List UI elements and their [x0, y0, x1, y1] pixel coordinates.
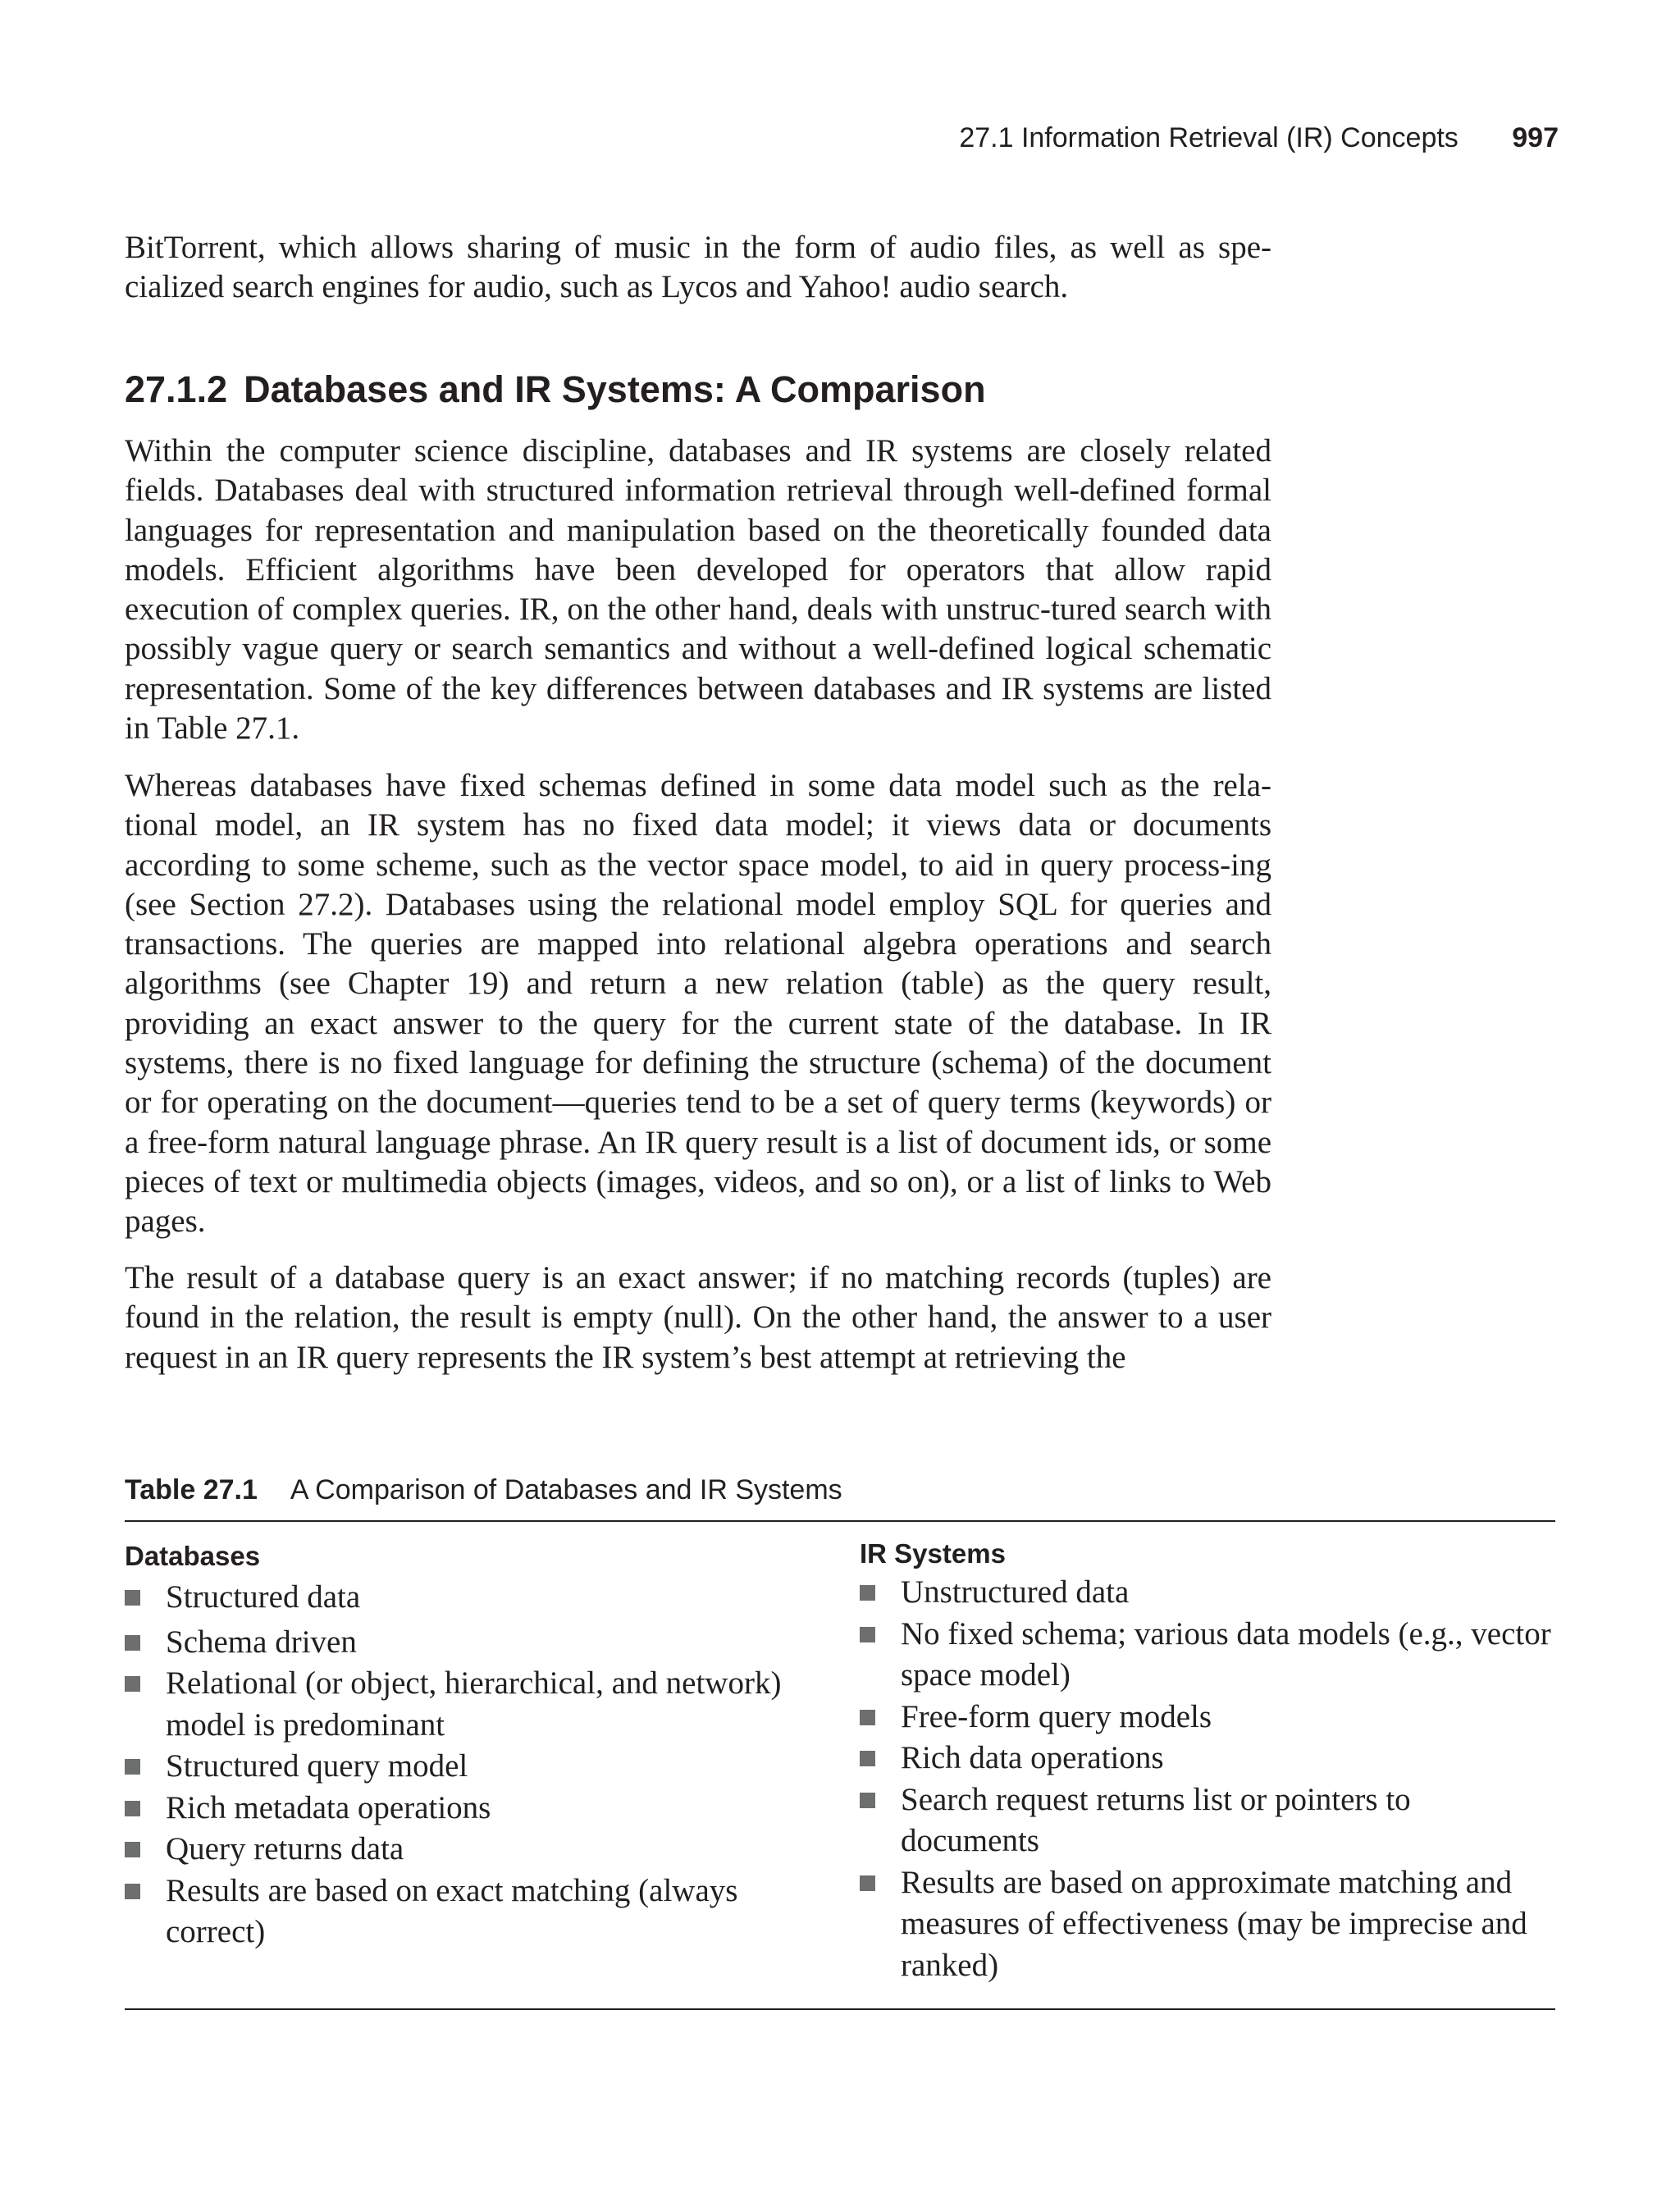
- table-top-rule: [125, 1520, 1555, 1522]
- square-bullet-icon: [860, 1585, 875, 1601]
- square-bullet-icon: [125, 1884, 140, 1899]
- databases-list: [125, 1577, 797, 1953]
- table-bottom-rule: [125, 2008, 1555, 2010]
- list-item-text: Schema driven: [166, 1624, 357, 1660]
- table-column-ir-systems: [860, 1536, 1557, 1986]
- list-item: [125, 1663, 797, 1746]
- list-item-text: Unstructured data: [901, 1574, 1130, 1610]
- table-caption-text: A Comparison of Databases and IR Systems: [290, 1474, 842, 1505]
- running-header-section-title: 27.1 Information Retrieval (IR) Concepts: [959, 122, 1459, 153]
- list-item-text: Rich data operations: [901, 1740, 1164, 1775]
- body-paragraph: Whereas databases have fixed schemas defined in some data model such as the rela-tional model, an IR system has no fixed data model; it views data or documents according to some scheme, such as the vector space model, to aid in query process-ing (see Section 27.2). Databases using the relational model employ SQL for queries and transactions. The queries are mapped into relational algebra operations and search algorithms (see Chapter 19) and return a new relation (table) as the query result, providing an exact answer to the query for the current state of the database. In IR systems, there is no fixed language for defining the structure (schema) of the document or for operating on the document—queries tend to be a set of query terms (keywords) or a free-form natural language phrase. An IR query result is a list of document ids, or some pieces of text or multimedia objects (images, videos, and so on), or a list of links to Web pages.: [125, 768, 1271, 1240]
- column-heading-databases: Databases: [125, 1541, 261, 1571]
- list-item-text: Results are based on approximate matching and measures of effectiveness (may be imprecise and ranked): [901, 1864, 1527, 1983]
- list-item: [860, 1697, 1557, 1738]
- list-item-text: No fixed schema; various data models (e.g., vector space model): [901, 1615, 1551, 1693]
- running-header: [820, 118, 1559, 158]
- body-paragraph: The result of a database query is an exact answer; if no matching records (tuples) are found in the relation, the result is empty (null). On the other hand, the answer to a user request in an IR query represents the IR system’s best attempt at retrieving the: [125, 1260, 1271, 1375]
- square-bullet-icon: [125, 1590, 140, 1606]
- square-bullet-icon: [125, 1635, 140, 1651]
- list-item: [860, 1738, 1557, 1779]
- ir-systems-list: [860, 1572, 1557, 1986]
- list-item: [125, 1622, 797, 1664]
- table-column-databases: [125, 1536, 797, 1953]
- column-heading-ir-systems: IR Systems: [860, 1538, 1006, 1569]
- list-item-text: Relational (or object, hierarchical, and network) model is predominant: [166, 1665, 782, 1743]
- list-item-text: Structured data: [166, 1579, 361, 1615]
- list-item: [860, 1572, 1557, 1614]
- list-item: [125, 1871, 797, 1953]
- list-item-text: Results are based on exact matching (always correct): [166, 1872, 738, 1949]
- list-item: [125, 1577, 797, 1619]
- list-item: [860, 1614, 1557, 1697]
- square-bullet-icon: [125, 1801, 140, 1816]
- list-item-text: Free-form query models: [901, 1698, 1212, 1734]
- square-bullet-icon: [125, 1759, 140, 1775]
- square-bullet-icon: [860, 1793, 875, 1808]
- section-title: Databases and IR Systems: A Comparison: [244, 368, 986, 410]
- square-bullet-icon: [860, 1627, 875, 1642]
- list-item: [125, 1829, 797, 1871]
- square-bullet-icon: [860, 1710, 875, 1725]
- list-item: [125, 1788, 797, 1830]
- section-number: 27.1.2: [125, 368, 228, 410]
- list-item: [860, 1862, 1557, 1987]
- list-item-text: Search request returns list or pointers to documents: [901, 1781, 1411, 1858]
- square-bullet-icon: [860, 1751, 875, 1766]
- square-bullet-icon: [125, 1676, 140, 1692]
- list-item: [125, 1746, 797, 1788]
- table-label: Table 27.1: [125, 1474, 258, 1505]
- continuation-paragraph: BitTorrent, which allows sharing of music in the form of audio files, as well as spe-cialized search engines for audio, such as Lycos and Yahoo! audio search.: [125, 230, 1271, 305]
- page-number: 997: [1512, 122, 1559, 153]
- list-item-text: Rich metadata operations: [166, 1789, 491, 1825]
- table-caption: [125, 1471, 1560, 1509]
- list-item: [860, 1779, 1557, 1862]
- body-paragraph: Within the computer science discipline, databases and IR systems are closely related fields. Databases deal with structured information retrieval through well-defined formal languages for representation and manipulation based on the theoretically founded data models. Efficient algorithms have been developed for operators that allow rapid execution of complex queries. IR, on the other hand, deals with unstruc-tured search with possibly vague query or search semantics and without a well-defined logical schematic representation. Some of the key differences between databases and IR systems are listed in Table 27.1.: [125, 433, 1271, 747]
- square-bullet-icon: [860, 1875, 875, 1891]
- section-heading: [125, 367, 1271, 413]
- square-bullet-icon: [125, 1842, 140, 1857]
- list-item-text: Structured query model: [166, 1748, 468, 1784]
- list-item-text: Query returns data: [166, 1831, 404, 1866]
